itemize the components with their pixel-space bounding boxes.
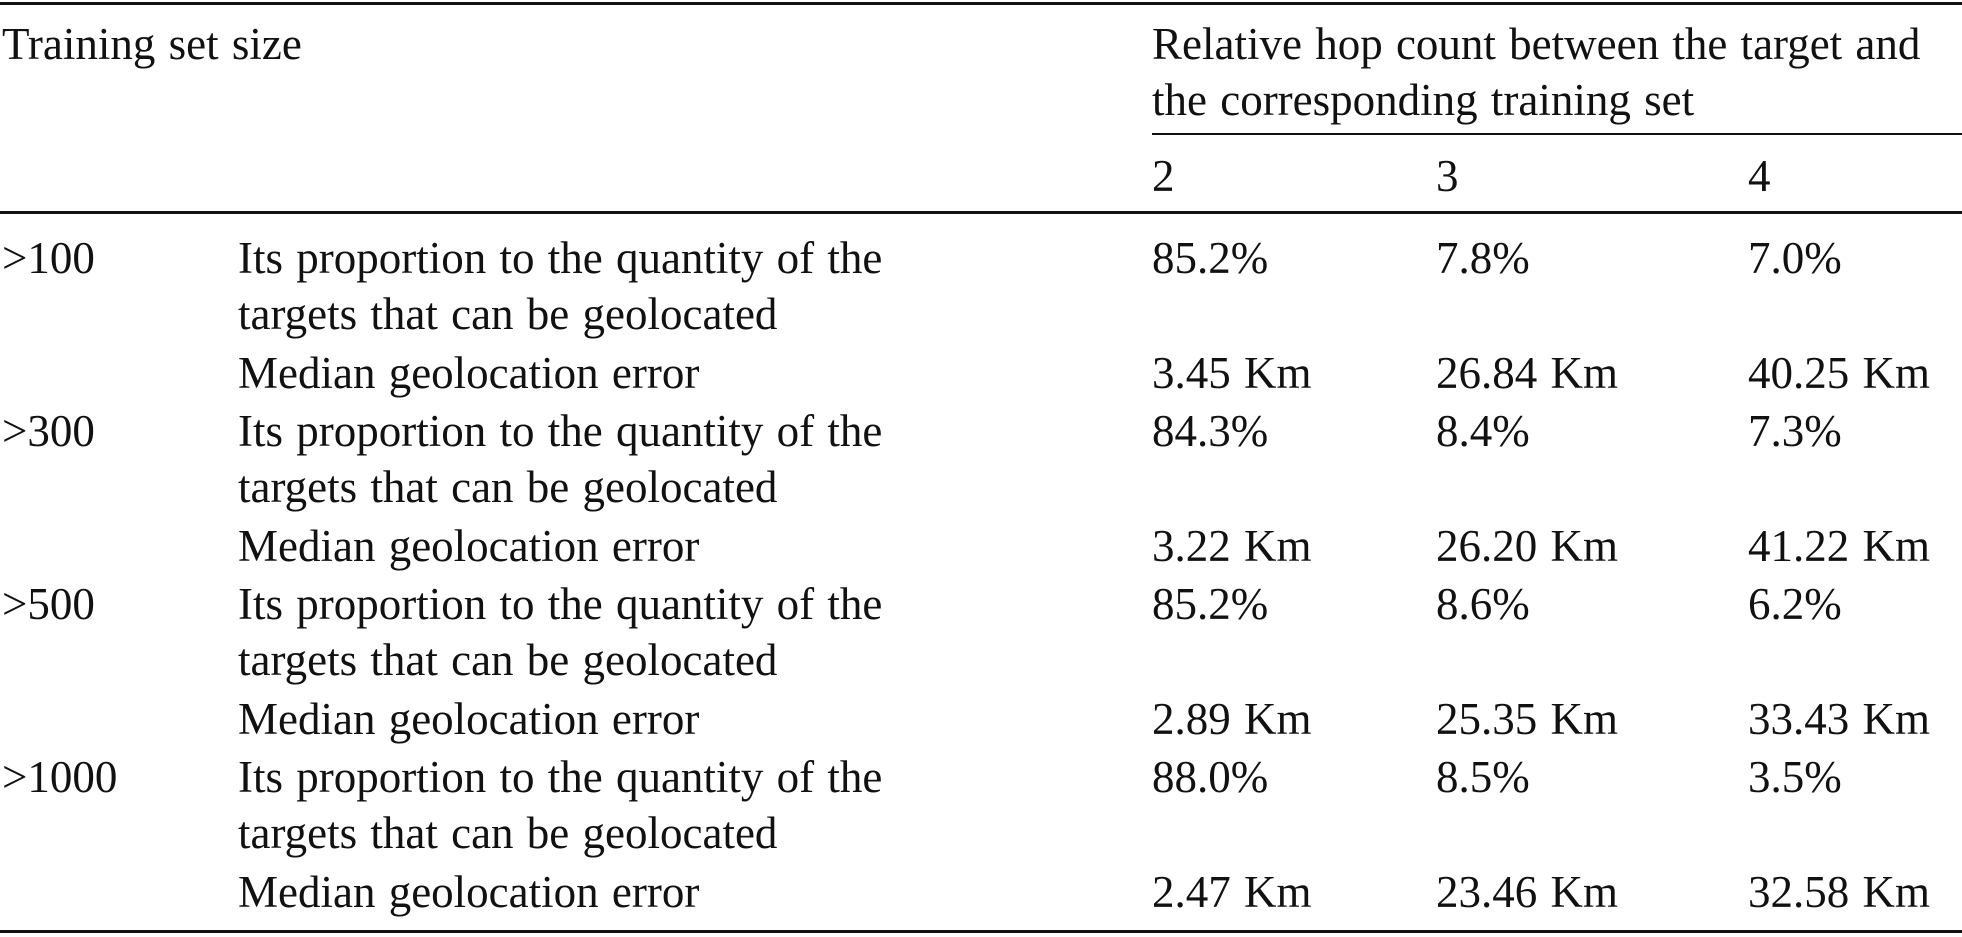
header-hop-2: 2 <box>1152 151 1175 201</box>
cell-proportion-hop-3: 7.8% <box>1436 233 1530 283</box>
cell-proportion-hop-2: 85.2% <box>1152 233 1269 283</box>
cell-proportion-hop-4: 6.2% <box>1748 579 1842 629</box>
table-bottom-rule <box>0 930 1962 933</box>
cell-error-hop-4: 33.43 Km <box>1748 694 1930 744</box>
header-hop-4: 4 <box>1748 151 1771 201</box>
row-proportion-label: Its proportion to the quantity of the targets that can be geolocated <box>238 233 883 339</box>
cell-error-hop-2: 2.47 Km <box>1152 867 1312 917</box>
row-training-size: >300 <box>2 406 95 456</box>
cell-error-hop-3: 26.20 Km <box>1436 521 1618 571</box>
header-span-rule <box>1152 133 1962 135</box>
cell-error-hop-2: 3.45 Km <box>1152 348 1312 398</box>
header-training-set-size: Training set size <box>2 19 302 69</box>
row-proportion-label: Its proportion to the quantity of the targets that can be geolocated <box>238 406 883 512</box>
row-error-label: Median geolocation error <box>238 521 700 571</box>
cell-proportion-hop-2: 88.0% <box>1152 752 1269 802</box>
cell-error-hop-4: 32.58 Km <box>1748 867 1930 917</box>
table-top-rule <box>0 2 1962 5</box>
cell-proportion-hop-2: 85.2% <box>1152 579 1269 629</box>
cell-proportion-hop-4: 3.5% <box>1748 752 1842 802</box>
cell-proportion-hop-3: 8.5% <box>1436 752 1530 802</box>
row-training-size: >500 <box>2 579 95 629</box>
cell-proportion-hop-2: 84.3% <box>1152 406 1269 456</box>
cell-proportion-hop-4: 7.0% <box>1748 233 1842 283</box>
row-error-label: Median geolocation error <box>238 694 700 744</box>
header-hop-3: 3 <box>1436 151 1459 201</box>
row-error-label: Median geolocation error <box>238 867 700 917</box>
header-relative-hop-count: Relative hop count between the target and the corresponding training set <box>1152 19 1921 125</box>
cell-proportion-hop-4: 7.3% <box>1748 406 1842 456</box>
row-proportion-label: Its proportion to the quantity of the targets that can be geolocated <box>238 752 883 858</box>
cell-error-hop-2: 3.22 Km <box>1152 521 1312 571</box>
cell-error-hop-3: 26.84 Km <box>1436 348 1618 398</box>
cell-error-hop-4: 41.22 Km <box>1748 521 1930 571</box>
row-training-size: >100 <box>2 233 95 283</box>
cell-error-hop-2: 2.89 Km <box>1152 694 1312 744</box>
cell-proportion-hop-3: 8.4% <box>1436 406 1530 456</box>
row-training-size: >1000 <box>2 752 118 802</box>
cell-error-hop-3: 23.46 Km <box>1436 867 1618 917</box>
row-proportion-label: Its proportion to the quantity of the targets that can be geolocated <box>238 579 883 685</box>
cell-proportion-hop-3: 8.6% <box>1436 579 1530 629</box>
cell-error-hop-3: 25.35 Km <box>1436 694 1618 744</box>
cell-error-hop-4: 40.25 Km <box>1748 348 1930 398</box>
header-bottom-rule <box>0 211 1962 214</box>
row-error-label: Median geolocation error <box>238 348 700 398</box>
